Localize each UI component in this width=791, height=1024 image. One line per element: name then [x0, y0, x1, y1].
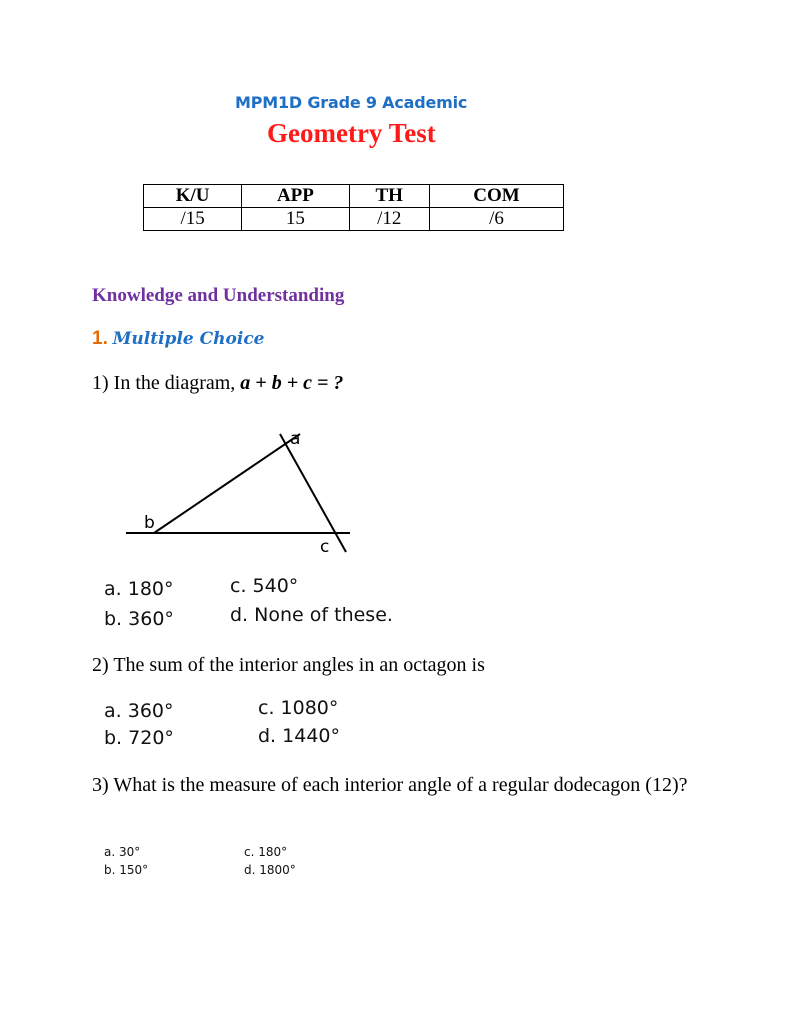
- section-heading: Knowledge and Understanding: [92, 285, 345, 306]
- q3-option-a-letter: a.: [104, 845, 116, 859]
- q3-option-a-text: 30°: [119, 845, 141, 859]
- diagram-label-c: c: [320, 537, 330, 557]
- course-subtitle: MPM1D Grade 9 Academic: [235, 93, 468, 112]
- q3-option-b[interactable]: [104, 863, 148, 877]
- q1-option-a[interactable]: [104, 578, 174, 600]
- q1-option-b-letter: b.: [104, 608, 123, 630]
- q1-option-d-letter: d.: [230, 604, 249, 626]
- q3-option-c-text: 180°: [258, 845, 288, 859]
- marks-header-row: [144, 185, 564, 208]
- q3-option-b-letter: b.: [104, 863, 116, 877]
- diagram-label-a: a: [290, 429, 301, 449]
- q1-option-b[interactable]: [104, 608, 174, 630]
- q2-option-d-text: 1440°: [282, 725, 341, 747]
- marks-value-row: [144, 208, 564, 231]
- q2-option-c[interactable]: [258, 697, 338, 719]
- q2-option-c-letter: c.: [258, 697, 275, 719]
- q3-option-a[interactable]: [104, 845, 140, 859]
- part-heading: [92, 328, 265, 350]
- question-3: [92, 772, 692, 799]
- q1-option-d[interactable]: [230, 604, 393, 626]
- marks-value-app: 15: [242, 208, 349, 231]
- question-1-number: 1): [92, 372, 109, 394]
- q2-option-b[interactable]: [104, 727, 174, 749]
- q1-option-d-text: None of these.: [254, 604, 393, 626]
- q1-option-a-text: 180°: [127, 578, 174, 600]
- question-3-number: 3): [92, 774, 109, 796]
- diagram-right-side: [280, 434, 346, 552]
- marks-value-com: /6: [429, 208, 563, 231]
- part-number: 1.: [92, 328, 108, 349]
- marks-header-th: TH: [349, 185, 429, 208]
- diagram-label-b: b: [144, 513, 155, 533]
- q3-option-d-letter: d.: [244, 863, 256, 877]
- q2-option-a[interactable]: [104, 700, 174, 722]
- q1-option-c-text: 540°: [252, 575, 299, 597]
- q3-option-c[interactable]: [244, 845, 287, 859]
- triangle-diagram: [120, 422, 360, 562]
- question-1-text: In the diagram,: [113, 372, 236, 394]
- question-2-text: The sum of the interior angles in an octagon is: [113, 654, 485, 676]
- q3-option-d-text: 1800°: [259, 863, 296, 877]
- marks-value-ku: /15: [144, 208, 242, 231]
- question-2-number: 2): [92, 654, 109, 676]
- marks-table: [143, 184, 564, 231]
- question-1-math: a + b + c = ?: [240, 372, 344, 394]
- q1-option-c-letter: c.: [230, 575, 247, 597]
- q2-option-a-text: 360°: [127, 700, 174, 722]
- q3-option-b-text: 150°: [119, 863, 149, 877]
- q3-option-d[interactable]: [244, 863, 296, 877]
- question-2: [92, 654, 485, 677]
- marks-value-th: /12: [349, 208, 429, 231]
- q3-option-c-letter: c.: [244, 845, 255, 859]
- q1-option-b-text: 360°: [128, 608, 174, 630]
- marks-header-ku: K/U: [144, 185, 242, 208]
- question-1: [92, 372, 343, 395]
- q2-option-d-letter: d.: [258, 725, 277, 747]
- diagram-left-side: [154, 434, 300, 533]
- page-title: Geometry Test: [267, 118, 436, 148]
- q2-option-a-letter: a.: [104, 700, 122, 722]
- q2-option-c-text: 1080°: [280, 697, 339, 719]
- question-3-text: What is the measure of each interior angle of a regular dodecagon (12)?: [113, 774, 688, 796]
- marks-header-app: APP: [242, 185, 349, 208]
- part-label: Multiple Choice: [112, 329, 265, 349]
- marks-header-com: COM: [429, 185, 563, 208]
- q2-option-b-letter: b.: [104, 727, 123, 749]
- q1-option-a-letter: a.: [104, 578, 122, 600]
- q2-option-d[interactable]: [258, 725, 340, 747]
- q2-option-b-text: 720°: [128, 727, 174, 749]
- q1-option-c[interactable]: [230, 575, 298, 597]
